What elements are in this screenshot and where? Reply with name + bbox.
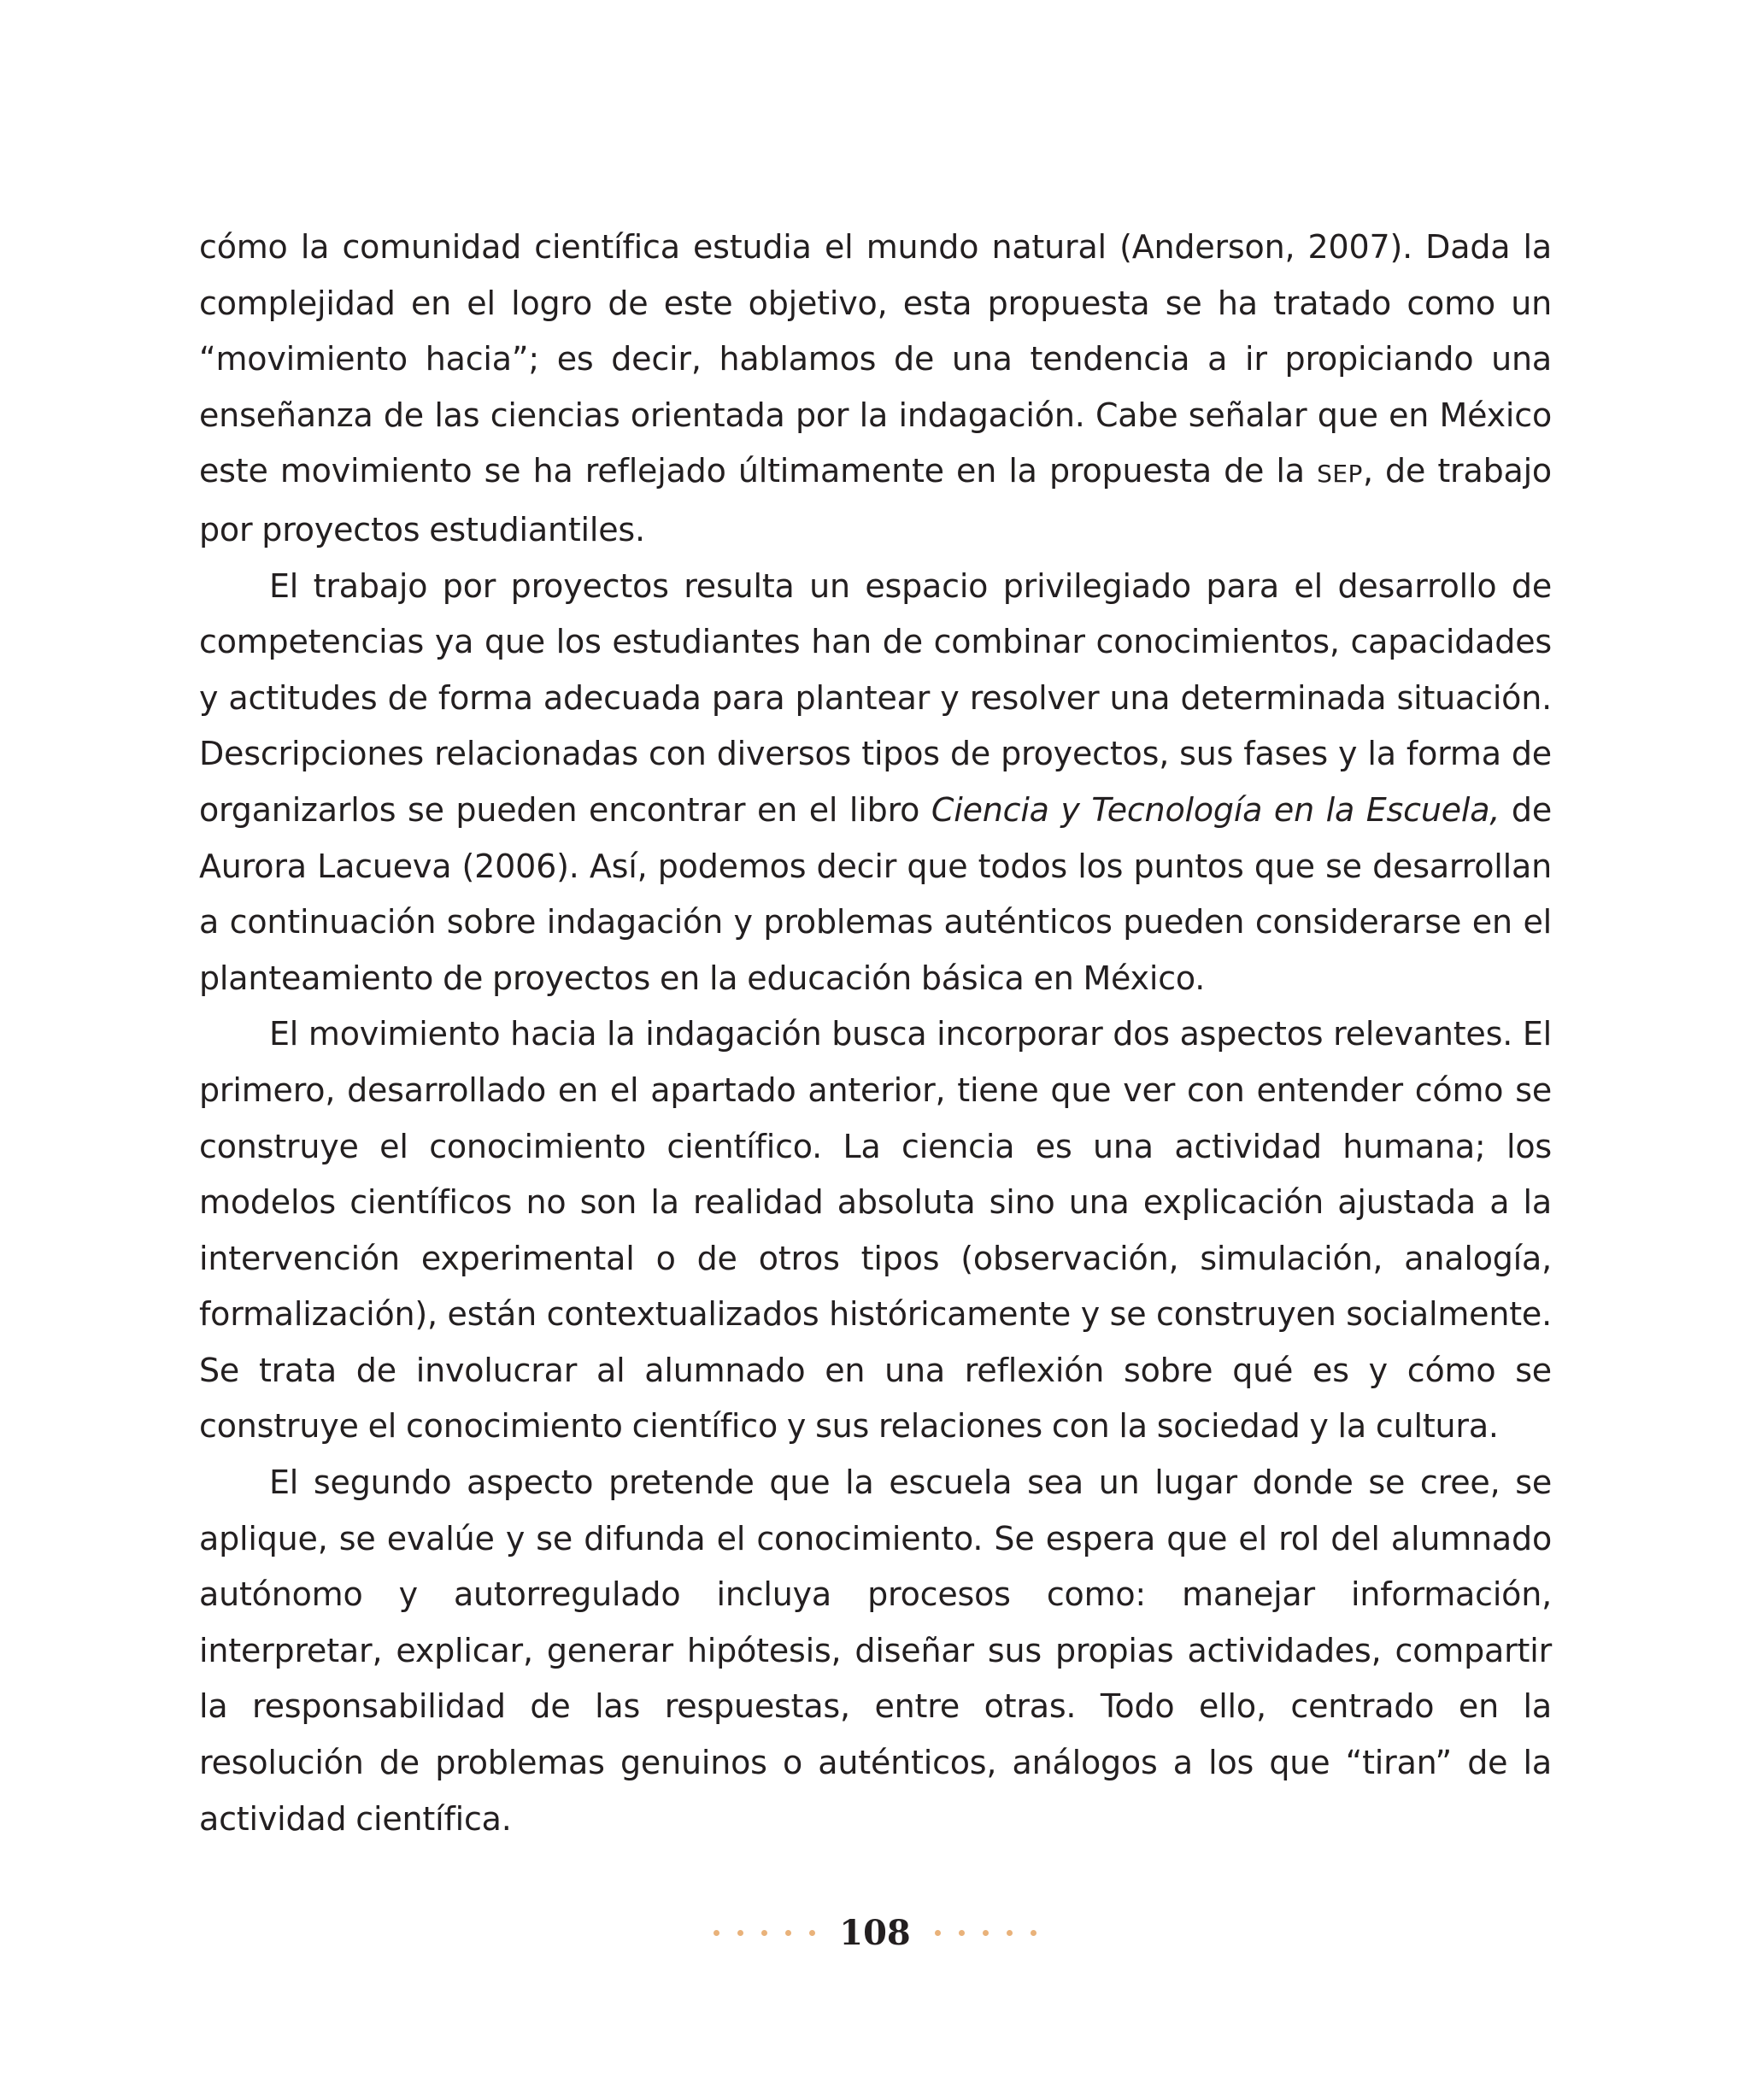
dot bbox=[761, 1930, 767, 1936]
dot bbox=[983, 1930, 989, 1936]
body-text bbox=[199, 220, 1552, 1847]
paragraph-1-text-a: cómo la comunidad científica estudia el mundo natural (Anderson, 2007). Dada la complejidad en el logro de este objetivo, esta propuesta se ha tratado como un “movimiento hacia”; es decir, hablamos de una tendencia a ir propiciando una enseñanza de las ciencias orientada por la indagación. Cabe señalar que en México este movimiento se ha reflejado últimamente en la propuesta de la bbox=[199, 228, 1552, 490]
right-dots-ornament bbox=[935, 1930, 1036, 1936]
paragraph-1 bbox=[199, 220, 1552, 559]
dot bbox=[959, 1930, 965, 1936]
dot bbox=[785, 1930, 791, 1936]
dot bbox=[809, 1930, 815, 1936]
dot bbox=[737, 1930, 743, 1936]
left-dots-ornament bbox=[714, 1930, 815, 1936]
paragraph-2-text-a: El trabajo por proyectos resulta un espacio privilegiado para el desarrollo de competencias ya que los estudiantes han de combinar conocimientos, capacidades y actitudes de forma adecuada para plantear y resolver una determinada situación. Descripciones relacionadas con diversos tipos de proyectos, sus fases y la forma de organizarlos se pueden encontrar en el libro bbox=[199, 566, 1552, 829]
dot bbox=[1031, 1930, 1036, 1936]
sep-abbreviation: SEP bbox=[1317, 460, 1363, 489]
page-footer bbox=[0, 1907, 1750, 1958]
paragraph-2 bbox=[199, 559, 1552, 1007]
dot bbox=[714, 1930, 719, 1936]
dot bbox=[935, 1930, 941, 1936]
page-number: 108 bbox=[839, 1912, 911, 1953]
paragraph-2-text-b: de Aurora Lacueva (2006). Así, podemos decir que todos los puntos que se desarrollan a continuación sobre indagación y problemas auténticos pueden considerarse en el planteamiento de proyectos en la educación básica en México. bbox=[199, 790, 1553, 997]
book-title: Ciencia y Tecnología en la Escuela, bbox=[931, 790, 1500, 829]
paragraph-3: El movimiento hacia la indagación busca incorporar dos aspectos relevantes. El primero, desarrollado en el apartado anterior, tiene que ver con entender cómo se construye el conocimiento científico. La ciencia es una actividad humana; los modelos científicos no son la realidad absoluta sino una explicación ajustada a la intervención experimental o de otros tipos (observación, simulación, analogía, formalización), están contextualizados históricamente y se construyen socialmente. Se trata de involucrar al alumnado en una reflexión sobre qué es y cómo se construye el conocimiento científico y sus relaciones con la sociedad y la cultura. bbox=[199, 1015, 1552, 1446]
paragraph-4: El segundo aspecto pretende que la escuela sea un lugar donde se cree, se aplique, se evalúe y se difunda el conocimiento. Se espera que el rol del alumnado autónomo y autorregulado incluya procesos como: manejar información, interpretar, explicar, generar hipótesis, diseñar sus propias actividades, compartir la responsabilidad de las respuestas, entre otras. Todo ello, centrado en la resolución de problemas genuinos o auténticos, análogos a los que “tiran” de la actividad científica. bbox=[199, 1464, 1552, 1838]
paragraph-1-text-b: , de trabajo por proyectos estudiantiles. bbox=[199, 452, 1552, 548]
dot bbox=[1007, 1930, 1013, 1936]
